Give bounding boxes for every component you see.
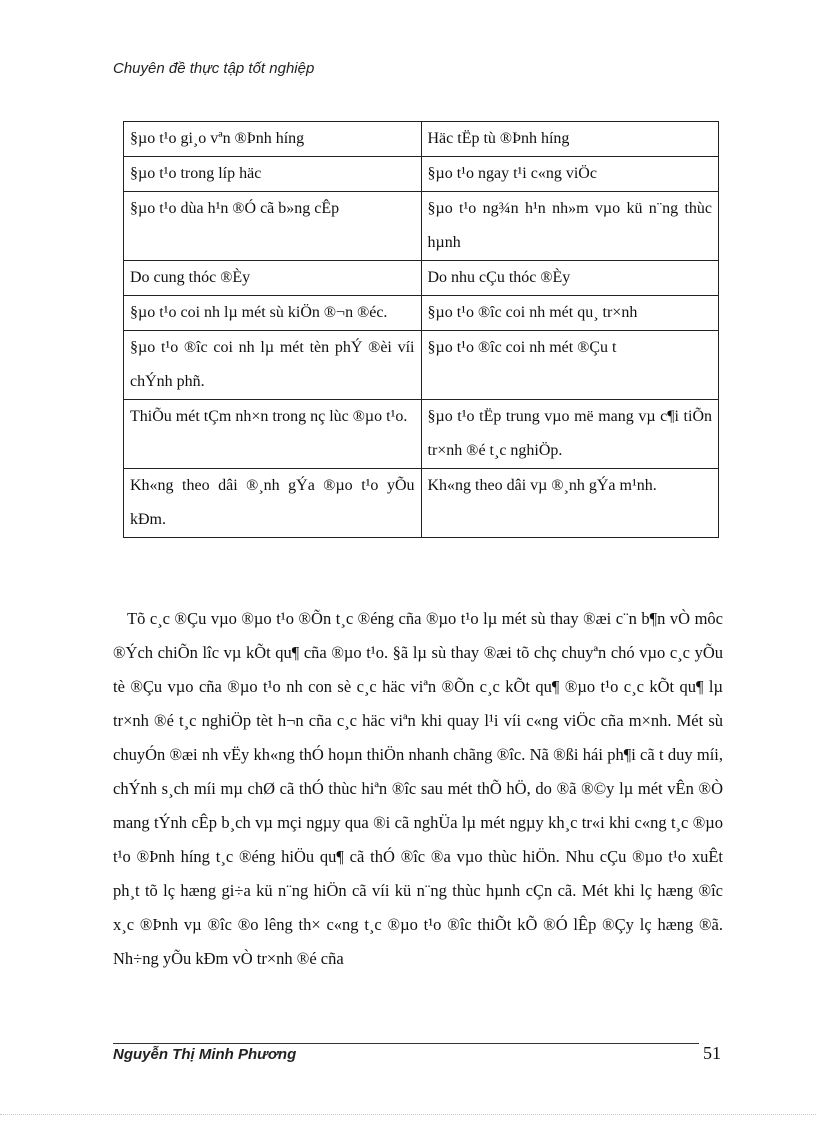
table-row — [124, 122, 719, 157]
comparison-table — [123, 121, 719, 538]
page-number: 51 — [703, 1043, 721, 1063]
table-cell-right: §µo t¹o tËp trung vµo më mang vµ c¶i tiÕn tr×nh ®é t¸c nghiÖp. — [421, 400, 719, 469]
table-cell-left: Do cung thóc ®Èy — [124, 261, 422, 296]
table-cell-right: §µo t¹o ®îc coi nh mét ®Çu t — [421, 331, 719, 400]
footer-divider — [113, 1043, 699, 1044]
table-cell-left: §µo t¹o dùa h¹n ®Ó cã b»ng cÊp — [124, 192, 422, 261]
table-cell-left: §µo t¹o trong líp häc — [124, 157, 422, 192]
table-row — [124, 157, 719, 192]
table-row — [124, 469, 719, 538]
table-cell-left: §µo t¹o coi nh lµ mét sù kiÖn ®¬n ®éc. — [124, 296, 422, 331]
table-cell-right: Häc tËp tù ®Þnh híng — [421, 122, 719, 157]
table-cell-left: §µo t¹o gi¸o vªn ®Þnh híng — [124, 122, 422, 157]
table-row — [124, 261, 719, 296]
table-cell-left: §µo t¹o ®îc coi nh lµ mét tèn phÝ ®èi víi chÝnh phñ. — [124, 331, 422, 400]
table-cell-right: §µo t¹o ng¾n h¹n nh»m vµo kü n¨ng thùc hµnh — [421, 192, 719, 261]
table-cell-right: §µo t¹o ngay t¹i c«ng viÖc — [421, 157, 719, 192]
table-row — [124, 296, 719, 331]
table-cell-right: Do nhu cÇu thóc ®Èy — [421, 261, 719, 296]
table-row — [124, 331, 719, 400]
footer-author: Nguyễn Thị Minh Phương — [113, 1046, 297, 1063]
body-paragraph: Tõ c¸c ®Çu vµo ®µo t¹o ®Õn t¸c ®éng cña ®µo t¹o lµ mét sù thay ®æi c¨n b¶n vÒ môc ®Ých chiÕn lîc vµ kÕt qu¶ cña ®µo t¹o. §ã lµ sù thay ®æi tõ chç chuyªn chó vµo c¸c yÕu tè ®Çu vµo cña ®µo t¹o nh con sè c¸c häc viªn ®Õn c¸c kÕt qu¶ ®µo t¹o c¸c kÕt qu¶ lµ tr×nh ®é t¸c nghiÖp tèt h¬n cña c¸c häc viªn khi quay l¹i víi c«ng viÖc cña m×nh. Mét sù chuyÓn ®æi nh vËy kh«ng thÓ hoµn thiÖn nhanh chãng ®îc. Nã ®ßi hái ph¶i cã t duy míi, chÝnh s¸ch míi mµ chØ cã thÓ thùc hiªn ®îc sau mét thÕ hÖ, do ®ã ®©y lµ mét vÊn ®Ò mang tÝnh cÊp b¸ch vµ mçi ngµy qua ®i cã nghÜa lµ mét ngµy kh¸c tr«i khi c«ng t¸c ®µo t¹o ®Þnh híng t¸c ®éng hiÖu qu¶ cã thÓ ®îc ®a vµo thùc hiÖn. Nhu cÇu ®µo t¹o xuÊt ph¸t tõ lç hæng gi÷a kü n¨ng hiÖn cã víi kü n¨ng thùc hµnh cÇn cã. Mét khi lç hæng ®îc x¸c ®Þnh vµ ®îc ®o lêng th× c«ng t¸c ®µo t¹o ®îc thiÕt kÕ ®Ó lÊp ®Çy lç hæng ®ã. Nh÷ng yÕu kÐm vÒ tr×nh ®é cña — [113, 609, 723, 968]
table-cell-right: §µo t¹o ®îc coi nh mét qu¸ tr×nh — [421, 296, 719, 331]
table-cell-left: ThiÕu mét tÇm nh×n trong nç lùc ®µo t¹o. — [124, 400, 422, 469]
table-cell-right: Kh«ng theo dâi vµ ®¸nh gÝa m¹nh. — [421, 469, 719, 538]
table-row — [124, 192, 719, 261]
table-cell-left: Kh«ng theo dâi ®¸nh gÝa ®µo t¹o yÕu kÐm. — [124, 469, 422, 538]
table-row — [124, 400, 719, 469]
page-header-title: Chuyên đề thực tập tốt nghiệp — [113, 60, 315, 77]
page-bottom-border — [0, 1114, 816, 1115]
